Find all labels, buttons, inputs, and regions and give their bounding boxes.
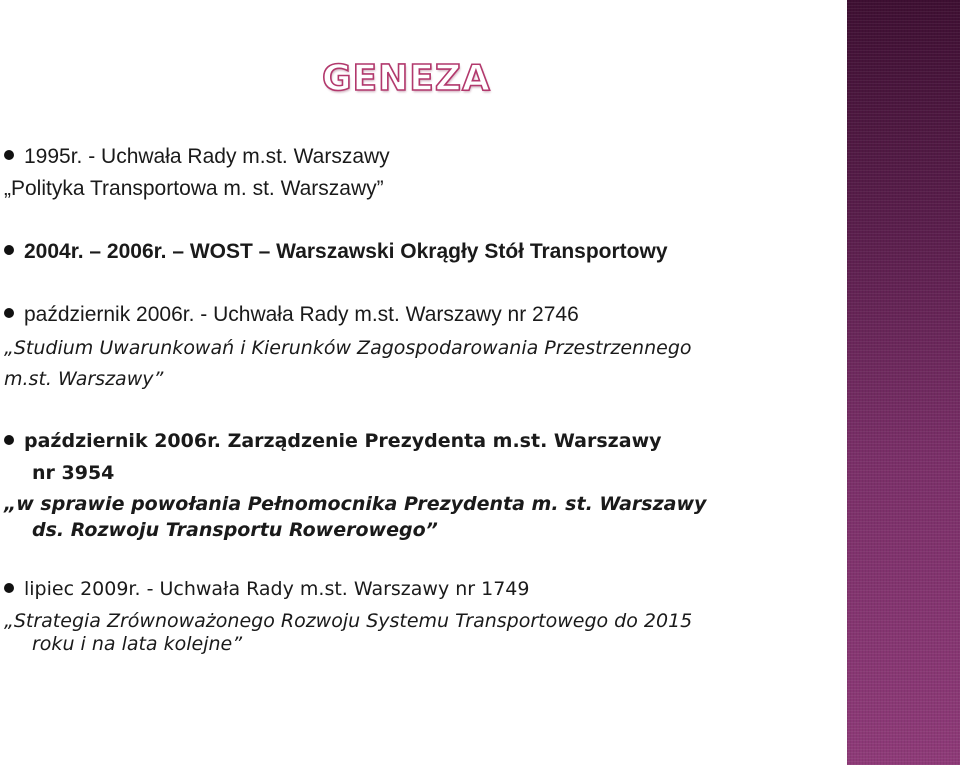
bullet-icon	[4, 240, 18, 254]
bullet-icon	[4, 429, 18, 443]
list-item-subtitle: „Strategia Zrównoważonego Rozwoju Systemu Transportowego do 2015	[4, 610, 693, 632]
list-item-subtitle: „Studium Uwarunkowań i Kierunków Zagospodarowania Przestrzennego	[4, 337, 692, 359]
page-title: GENEZA	[322, 58, 491, 99]
list-item-subtitle: roku i na lata kolejne”	[32, 633, 243, 655]
bullet-icon	[4, 577, 18, 591]
list-item-subtitle: m.st. Warszawy”	[4, 368, 164, 390]
list-item-heading: 2004r. – 2006r. – WOST – Warszawski Okrągły Stół Transportowy	[4, 240, 668, 264]
bullet-icon	[4, 303, 18, 317]
list-item-heading: lipiec 2009r. - Uchwała Rady m.st. Warszawy nr 1749	[4, 577, 530, 601]
list-item-heading: 1995r. - Uchwała Rady m.st. Warszawy	[4, 145, 390, 169]
list-item-heading: październik 2006r. - Uchwała Rady m.st. Warszawy nr 2746	[4, 303, 579, 327]
list-item-heading: październik 2006r. Zarządzenie Prezydenta m.st. Warszawy	[4, 429, 662, 453]
list-item-subtitle: „Polityka Transportowa m. st. Warszawy”	[4, 177, 384, 200]
list-item-subtitle: „w sprawie powołania Pełnomocnika Prezydenta m. st. Warszawy	[4, 493, 707, 515]
bullet-icon	[4, 145, 18, 159]
list-item-subtitle: ds. Rozwoju Transportu Rowerowego”	[32, 519, 438, 541]
list-item-heading: nr 3954	[32, 462, 115, 484]
decorative-side-band	[847, 0, 960, 765]
